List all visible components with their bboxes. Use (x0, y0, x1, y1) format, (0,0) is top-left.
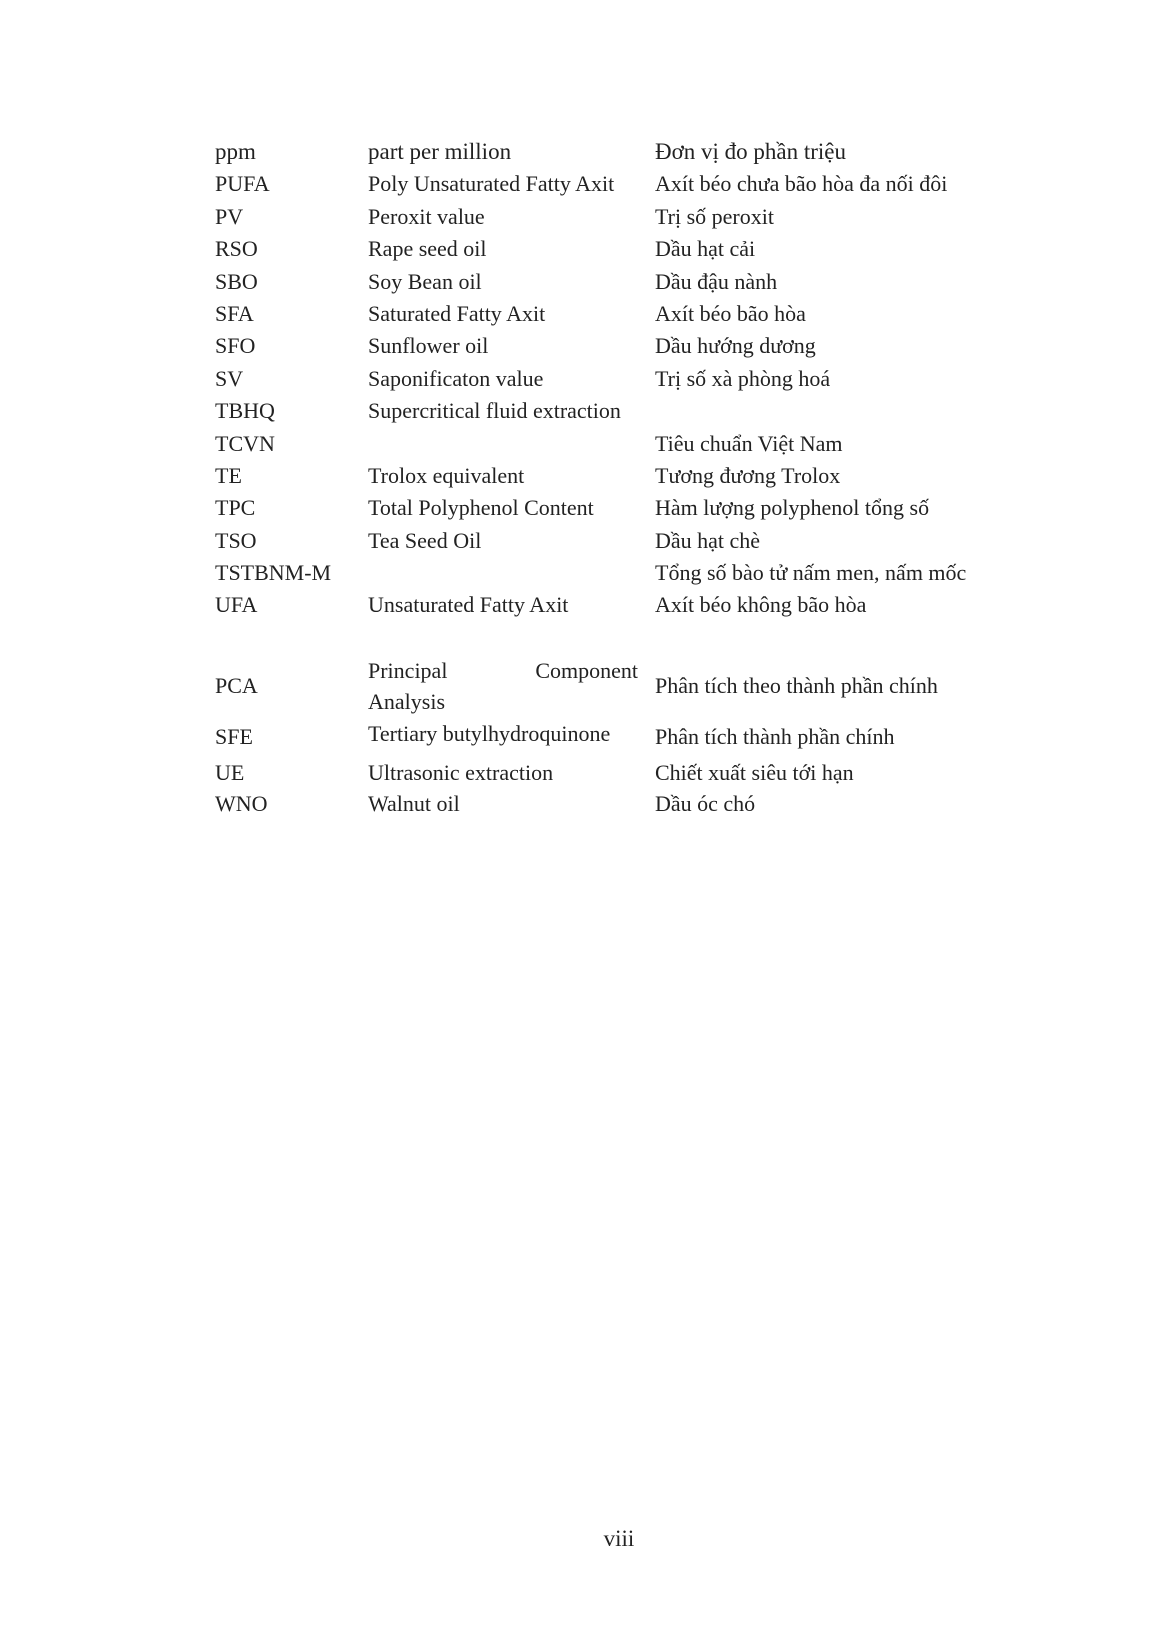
abbr-cell: SFO (215, 333, 256, 359)
abbr-cell: TSO (215, 527, 257, 553)
vietnamese-cell: Trị số peroxit (655, 203, 774, 229)
abbr-cell: SFA (215, 300, 254, 326)
abbr-cell: WNO (215, 790, 268, 816)
english-cell: part per million (368, 139, 512, 164)
english-word: Principal (368, 657, 448, 683)
english-cell: Saturated Fatty Axit (368, 300, 546, 326)
table-row (215, 557, 1015, 589)
english-cell: Ultrasonic extraction (368, 759, 554, 785)
english-cell: Unsaturated Fatty Axit (368, 592, 569, 618)
abbr-cell: TBHQ (215, 398, 275, 424)
abbr-cell: PV (215, 203, 244, 229)
english-word: Component (535, 657, 638, 683)
vietnamese-cell: Phân tích theo thành phần chính (655, 672, 938, 698)
english-cell: Total Polyphenol Content (368, 495, 594, 521)
table-row (215, 201, 1015, 233)
row-gap (215, 622, 1015, 655)
vietnamese-cell: Đơn vị đo phần triệu (655, 139, 847, 164)
table-row (215, 298, 1015, 330)
table-row (215, 721, 1015, 757)
vietnamese-cell: Dầu hướng dương (655, 333, 816, 359)
english-cell: Soy Bean oil (368, 268, 482, 294)
vietnamese-cell: Dầu hạt chè (655, 527, 761, 553)
page-number: viii (603, 1526, 635, 1551)
table-row (215, 363, 1015, 395)
abbr-cell: TCVN (215, 430, 275, 456)
table-row (215, 788, 1015, 820)
table-row (215, 460, 1015, 492)
vietnamese-cell: Hàm lượng polyphenol tổng số (655, 495, 930, 521)
table-row (215, 233, 1015, 265)
table-row (215, 428, 1015, 460)
abbr-cell: UE (215, 759, 245, 785)
vietnamese-cell: Tổng số bào tử nấm men, nấm mốc (655, 560, 967, 586)
abbr-cell: PCA (215, 672, 258, 698)
vietnamese-cell: Chiết xuất siêu tới hạn (655, 759, 854, 785)
abbr-cell: TE (215, 462, 242, 488)
english-cell: Peroxit value (368, 203, 485, 229)
vietnamese-cell: Dầu hạt cải (655, 236, 756, 262)
abbr-cell: SFE (215, 723, 253, 749)
vietnamese-cell: Dầu đậu nành (655, 268, 778, 294)
vietnamese-cell: Axít béo bão hòa (655, 300, 806, 326)
english-cell: Tertiary butylhydroquinone (368, 720, 611, 746)
english-cell-line1 (368, 655, 638, 686)
english-cell-line2: Analysis (368, 688, 445, 714)
english-cell: Supercritical fluid extraction (368, 398, 621, 424)
abbr-cell: TSTBNM-M (215, 560, 332, 586)
abbr-cell: SBO (215, 268, 258, 294)
abbreviation-table (215, 136, 1015, 820)
table-row (215, 492, 1015, 524)
vietnamese-cell: Tiêu chuẩn Việt Nam (655, 430, 843, 456)
abbr-cell: PUFA (215, 171, 270, 197)
english-cell: Poly Unsaturated Fatty Axit (368, 171, 615, 197)
vietnamese-cell: Dầu óc chó (655, 790, 756, 816)
table-row (215, 266, 1015, 298)
english-cell: Trolox equivalent (368, 462, 525, 488)
vietnamese-cell: Axít béo không bão hòa (655, 592, 867, 618)
vietnamese-cell: Axít béo chưa bão hòa đa nối đôi (655, 171, 948, 197)
english-cell: Walnut oil (368, 790, 460, 816)
table-row (215, 757, 1015, 788)
english-cell (368, 655, 655, 717)
table-row (215, 589, 1015, 621)
abbr-cell: ppm (215, 139, 256, 164)
abbr-cell: SV (215, 365, 244, 391)
english-cell: Sunflower oil (368, 333, 489, 359)
vietnamese-cell: Trị số xà phòng hoá (655, 365, 831, 391)
english-cell: Rape seed oil (368, 236, 487, 262)
table-row (215, 168, 1015, 200)
table-row (215, 330, 1015, 362)
table-row (215, 525, 1015, 557)
table-row (215, 136, 1015, 168)
abbr-cell: UFA (215, 592, 258, 618)
english-cell: Tea Seed Oil (368, 527, 482, 553)
english-cell: Saponificaton value (368, 365, 544, 391)
vietnamese-cell: Tương đương Trolox (655, 462, 841, 488)
abbr-cell: RSO (215, 236, 258, 262)
vietnamese-cell: Phân tích thành phần chính (655, 723, 895, 749)
table-row (215, 655, 1015, 717)
table-row (215, 395, 1015, 427)
abbr-cell: TPC (215, 495, 256, 521)
